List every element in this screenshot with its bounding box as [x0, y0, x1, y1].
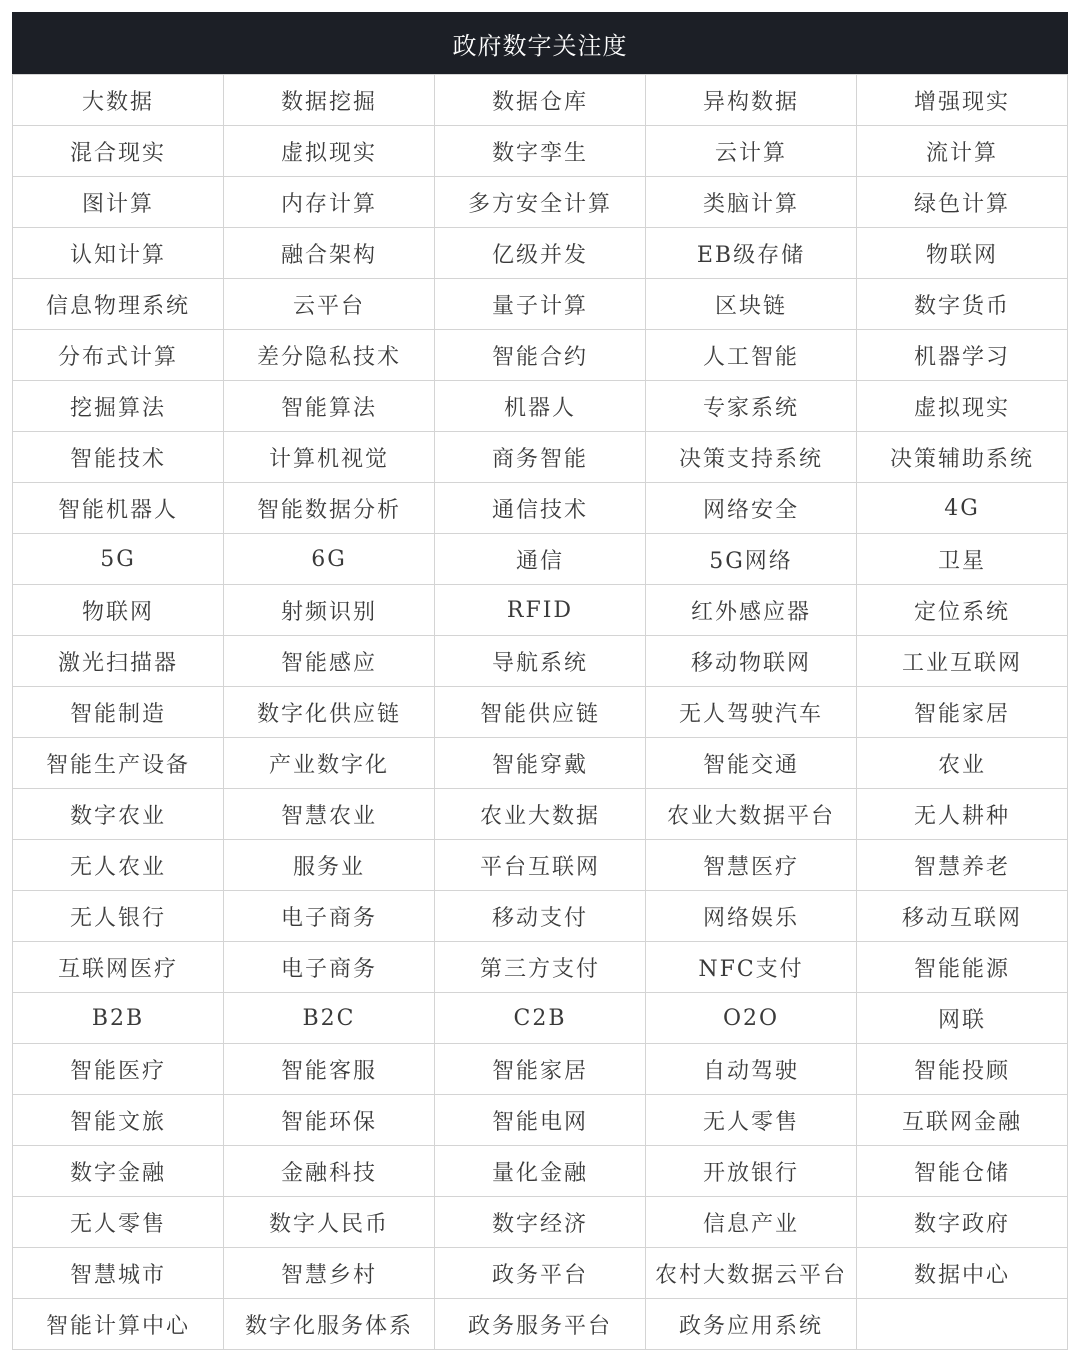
table-cell: 无人零售	[13, 1197, 224, 1248]
table-cell: 智能能源	[857, 942, 1068, 993]
table-cell: B2C	[224, 993, 435, 1044]
table-cell: 智慧农业	[224, 789, 435, 840]
table-cell: 无人零售	[646, 1095, 857, 1146]
table-row	[13, 1146, 1068, 1197]
table-cell: 通信	[435, 534, 646, 585]
table-cell: 智慧乡村	[224, 1248, 435, 1299]
table-cell: 物联网	[857, 228, 1068, 279]
table-cell: 智能环保	[224, 1095, 435, 1146]
table-cell: 金融科技	[224, 1146, 435, 1197]
table-cell: 第三方支付	[435, 942, 646, 993]
table-cell: 无人耕种	[857, 789, 1068, 840]
table-cell: 专家系统	[646, 381, 857, 432]
table-cell: 智能文旅	[13, 1095, 224, 1146]
table-cell: 4G	[857, 483, 1068, 534]
table-cell: 智能制造	[13, 687, 224, 738]
table-cell: 通信技术	[435, 483, 646, 534]
table-cell: 射频识别	[224, 585, 435, 636]
table-cell: 数字金融	[13, 1146, 224, 1197]
table-cell: 数字农业	[13, 789, 224, 840]
table-row	[13, 738, 1068, 789]
table-cell: 增强现实	[857, 75, 1068, 126]
table-cell: 无人农业	[13, 840, 224, 891]
table-row	[13, 534, 1068, 585]
table-cell: 激光扫描器	[13, 636, 224, 687]
table-cell: 定位系统	[857, 585, 1068, 636]
table-cell: 异构数据	[646, 75, 857, 126]
table-row	[13, 585, 1068, 636]
table-cell: 移动互联网	[857, 891, 1068, 942]
table-cell: 类脑计算	[646, 177, 857, 228]
table-cell: 亿级并发	[435, 228, 646, 279]
table-cell: 决策支持系统	[646, 432, 857, 483]
table-cell: 智能客服	[224, 1044, 435, 1095]
table-cell: C2B	[435, 993, 646, 1044]
table-row	[13, 942, 1068, 993]
table-cell: 智能生产设备	[13, 738, 224, 789]
table-cell: 政务平台	[435, 1248, 646, 1299]
table-cell: B2B	[13, 993, 224, 1044]
keyword-table-container	[12, 12, 1068, 1350]
table-cell: 红外感应器	[646, 585, 857, 636]
table-cell: 物联网	[13, 585, 224, 636]
table-cell: 卫星	[857, 534, 1068, 585]
table-cell: 智能计算中心	[13, 1299, 224, 1350]
table-cell: 无人驾驶汽车	[646, 687, 857, 738]
table-cell: 平台互联网	[435, 840, 646, 891]
table-cell: 电子商务	[224, 942, 435, 993]
table-cell: 无人银行	[13, 891, 224, 942]
table-row	[13, 381, 1068, 432]
table-cell: 融合架构	[224, 228, 435, 279]
table-cell: 智能技术	[13, 432, 224, 483]
table-row	[13, 1197, 1068, 1248]
table-cell: 智能机器人	[13, 483, 224, 534]
table-cell: 网络安全	[646, 483, 857, 534]
table-cell: 智能投顾	[857, 1044, 1068, 1095]
table-row	[13, 993, 1068, 1044]
table-cell: 信息产业	[646, 1197, 857, 1248]
table-cell: 数字化服务体系	[224, 1299, 435, 1350]
table-row	[13, 1299, 1068, 1350]
table-row	[13, 177, 1068, 228]
table-cell: NFC支付	[646, 942, 857, 993]
table-cell: 智能算法	[224, 381, 435, 432]
table-cell: 智慧医疗	[646, 840, 857, 891]
table-cell: 图计算	[13, 177, 224, 228]
table-title: 政府数字关注度	[452, 31, 628, 60]
table-cell: 决策辅助系统	[857, 432, 1068, 483]
table-row	[13, 432, 1068, 483]
table-cell: 机器人	[435, 381, 646, 432]
table-cell: 网联	[857, 993, 1068, 1044]
table-cell: 数字货币	[857, 279, 1068, 330]
table-cell: 数字孪生	[435, 126, 646, 177]
table-row	[13, 687, 1068, 738]
table-cell: 挖掘算法	[13, 381, 224, 432]
table-cell: 量子计算	[435, 279, 646, 330]
table-cell: 差分隐私技术	[224, 330, 435, 381]
table-row	[13, 75, 1068, 126]
table-cell: 农业大数据平台	[646, 789, 857, 840]
table-cell: 智能数据分析	[224, 483, 435, 534]
table-cell: 智能家居	[435, 1044, 646, 1095]
table-cell: 智能供应链	[435, 687, 646, 738]
table-cell: 数据挖掘	[224, 75, 435, 126]
table-cell: 智能仓储	[857, 1146, 1068, 1197]
table-row	[13, 483, 1068, 534]
keyword-table-body	[13, 75, 1068, 1350]
table-cell: 5G网络	[646, 534, 857, 585]
table-cell: 数据仓库	[435, 75, 646, 126]
table-cell: 多方安全计算	[435, 177, 646, 228]
table-row	[13, 1095, 1068, 1146]
table-cell: 互联网医疗	[13, 942, 224, 993]
table-cell: 工业互联网	[857, 636, 1068, 687]
table-cell: 5G	[13, 534, 224, 585]
table-cell: 智能家居	[857, 687, 1068, 738]
table-cell: 分布式计算	[13, 330, 224, 381]
table-cell: 农村大数据云平台	[646, 1248, 857, 1299]
table-cell: 数据中心	[857, 1248, 1068, 1299]
table-row	[13, 228, 1068, 279]
table-cell: 智能电网	[435, 1095, 646, 1146]
table-cell: 政务服务平台	[435, 1299, 646, 1350]
table-cell: 自动驾驶	[646, 1044, 857, 1095]
table-cell: 移动物联网	[646, 636, 857, 687]
table-row	[13, 126, 1068, 177]
table-cell: 虚拟现实	[857, 381, 1068, 432]
table-cell: 农业大数据	[435, 789, 646, 840]
table-cell: 智能合约	[435, 330, 646, 381]
table-cell: 云计算	[646, 126, 857, 177]
table-cell: 智慧养老	[857, 840, 1068, 891]
table-cell: 移动支付	[435, 891, 646, 942]
table-cell: 开放银行	[646, 1146, 857, 1197]
table-cell: 网络娱乐	[646, 891, 857, 942]
table-cell: 电子商务	[224, 891, 435, 942]
table-cell: 机器学习	[857, 330, 1068, 381]
table-cell: 农业	[857, 738, 1068, 789]
table-cell: 大数据	[13, 75, 224, 126]
table-cell: 量化金融	[435, 1146, 646, 1197]
table-cell: 智能交通	[646, 738, 857, 789]
table-cell: 流计算	[857, 126, 1068, 177]
table-cell: 导航系统	[435, 636, 646, 687]
table-row	[13, 891, 1068, 942]
table-row	[13, 1044, 1068, 1095]
table-cell: 数字化供应链	[224, 687, 435, 738]
keyword-table	[12, 74, 1068, 1350]
table-cell: 人工智能	[646, 330, 857, 381]
table-cell	[857, 1299, 1068, 1350]
table-cell: 商务智能	[435, 432, 646, 483]
table-cell: EB级存储	[646, 228, 857, 279]
table-cell: 混合现实	[13, 126, 224, 177]
table-cell: 6G	[224, 534, 435, 585]
table-row	[13, 636, 1068, 687]
table-cell: 虚拟现实	[224, 126, 435, 177]
table-cell: 智慧城市	[13, 1248, 224, 1299]
table-cell: RFID	[435, 585, 646, 636]
table-row	[13, 330, 1068, 381]
table-cell: 计算机视觉	[224, 432, 435, 483]
table-title-bar	[12, 12, 1068, 74]
table-cell: 信息物理系统	[13, 279, 224, 330]
table-cell: 互联网金融	[857, 1095, 1068, 1146]
table-row	[13, 840, 1068, 891]
table-cell: 数字经济	[435, 1197, 646, 1248]
table-cell: 内存计算	[224, 177, 435, 228]
table-cell: O2O	[646, 993, 857, 1044]
table-cell: 政务应用系统	[646, 1299, 857, 1350]
table-cell: 数字政府	[857, 1197, 1068, 1248]
table-cell: 绿色计算	[857, 177, 1068, 228]
table-cell: 数字人民币	[224, 1197, 435, 1248]
table-cell: 产业数字化	[224, 738, 435, 789]
table-cell: 智能医疗	[13, 1044, 224, 1095]
table-row	[13, 279, 1068, 330]
table-cell: 智能穿戴	[435, 738, 646, 789]
table-cell: 认知计算	[13, 228, 224, 279]
table-cell: 云平台	[224, 279, 435, 330]
table-cell: 服务业	[224, 840, 435, 891]
table-row	[13, 1248, 1068, 1299]
table-row	[13, 789, 1068, 840]
table-cell: 智能感应	[224, 636, 435, 687]
table-cell: 区块链	[646, 279, 857, 330]
